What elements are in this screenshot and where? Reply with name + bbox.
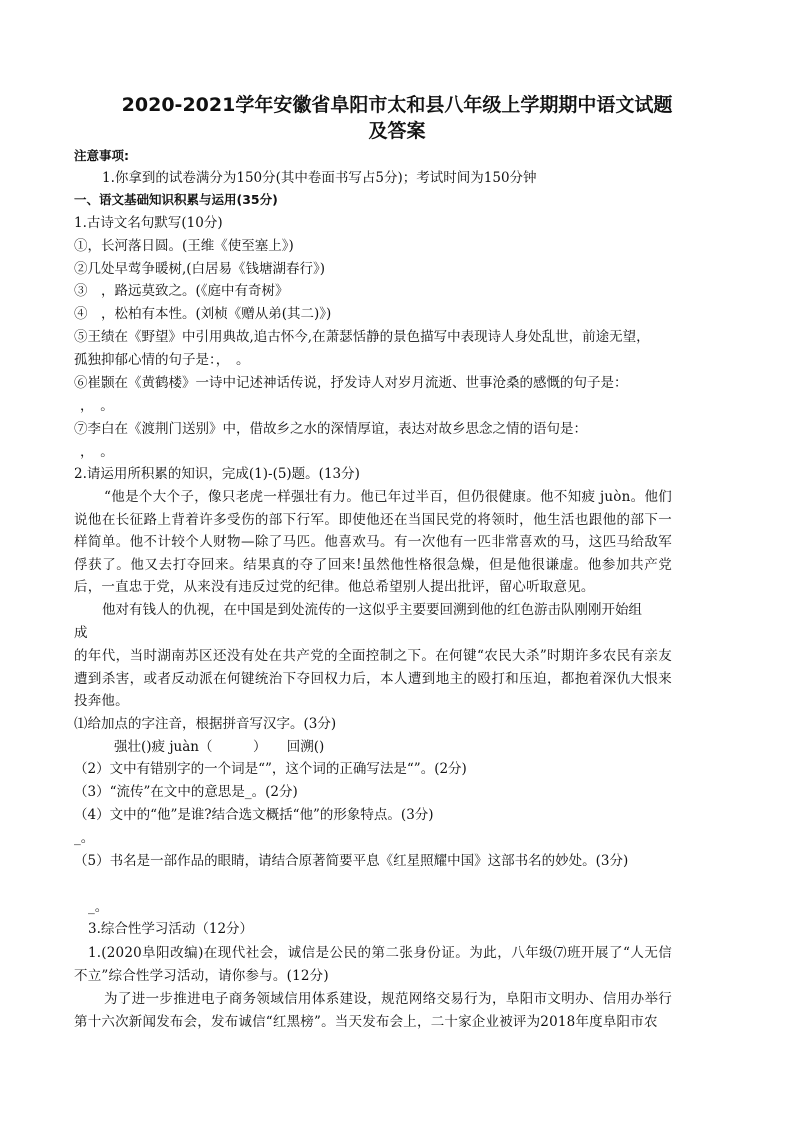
q1-item-5-cont: 孤独抑郁心情的句子是：， 。 [74, 352, 250, 368]
q1-item-4: ④ ，松柏有本性。(刘桢《赠从弟(其二)》) [74, 306, 332, 322]
question-2-title: 2.请运用所积累的知识，完成(1)-(5)题。(13分) [74, 466, 360, 482]
sub-question-5: （5）书名是一部作品的眼睛，请结合原著简要平息《红星照耀中国》这部书名的妙处。(3分) [74, 853, 629, 869]
document-title-line2: 及答案 [368, 120, 426, 142]
sub-question-5-answer: _。 [88, 899, 109, 915]
sub-question-2: （2）文中有错别字的一个词是“”，这个词的正确写法是“”。(2分) [74, 761, 467, 777]
sub-question-1-fill: 强壮()疲 juàn（ ） 回溯() [114, 739, 325, 755]
q1-item-3: ③ ，路远莫致之。(《庭中有奇树》 [74, 283, 289, 299]
sub-question-1: ⑴给加点的字注音，根据拼音写汉字。(3分) [74, 716, 337, 732]
q1-item-6-blank: ， 。 [80, 398, 114, 414]
reading-passage-paragraph-3: 的年代，当时湖南苏区还没有处在共产党的全面控制之下。在何键“农民大杀”时期许多农民有亲友遭到杀害，或者反动派在何键统治下夺回权力后，本人遭到地主的殴打和压迫，都抱着深仇大恨来投奔他。 [74, 648, 672, 709]
section-heading: 一、语文基础知识积累与运用(35分) [74, 192, 278, 207]
notice-item: 1.你拿到的试卷满分为150分(其中卷面书写占5分)；考试时间为150分钟 [102, 170, 537, 186]
q1-item-7: ⑦李白在《渡荆门送别》中，借故乡之水的深情厚谊，表达对故乡思念之情的语句是： [74, 421, 587, 437]
q1-item-7-blank: ， 。 [80, 444, 114, 460]
document-title-line1: 2020-2021学年安徽省阜阳市太和县八年级上学期期中语文试题 [121, 94, 673, 116]
q1-item-5: ⑤王绩在《野望》中引用典故,追古怀今,在萧瑟恬静的景色描写中表现诗人身处乱世，前途无望， [74, 329, 650, 345]
reading-passage-paragraph-2-wrap: 成 [74, 625, 88, 641]
reading-passage-paragraph-2: 他对有钱人的仇视，在中国是到处流传的一这似乎主要要回溯到他的红色游击队刚刚开始组 [102, 602, 642, 618]
sub-question-4: （4）文中的“他”是谁?结合选文概括“他”的形象特点。(3分) [74, 807, 434, 823]
question-3-intro: 1.(2020阜阳改编)在现代社会，诚信是公民的第二张身份证。为此，八年级⑺班开展了“人无信不立”综合性学习活动，请你参与。(12分) [74, 945, 672, 984]
question-1-title: 1.古诗文名句默写(10分) [74, 215, 223, 231]
q1-item-6: ⑥崔颢在《黄鹤楼》一诗中记述神话传说，抒发诗人对岁月流逝、世事沧桑的感慨的句子是： [74, 375, 628, 391]
question-3-material: 为了进一步推进电子商务领域信用体系建设，规范网络交易行为，阜阳市文明办、信用办举行第十六次新闻发布会，发布诚信“红黑榜”。当天发布会上，二十家企业被评为2018年度阜阳市农 [74, 991, 672, 1030]
reading-passage-paragraph-1: “他是个大个子，像只老虎一样强壮有力。他已年过半百，但仍很健康。他不知疲 juòn。他们说他在长征路上背着许多受伤的部下行军。即使他还在当国民党的将领时，他生活也跟他的部下一样简单。他不计较个人财物—除了马匹。他喜欢马。有一次他有一匹非常喜欢的马，这匹马给敌军俘获了。他又去打夺回来。结果真的夺了回来!虽然他性格很急燥，但是他很谦虚。他参加共产党后，一直忠于党，从来没有违反过党的纪律。他总希望别人提出批评，留心听取意见。 [74, 489, 672, 595]
q1-item-2: ②几处早莺争暖树,(白居易《钱塘湖春行》) [74, 261, 326, 277]
sub-question-3: （3）“流传”在文中的意思是_。(2分) [74, 784, 298, 800]
sub-question-4-answer: _。 [74, 830, 95, 846]
notice-heading: 注意事项: [74, 148, 129, 163]
question-3-title: 3.综合性学习活动（12分） [88, 921, 254, 937]
q1-item-1: ①，长河落日圆。(王维《使至塞上》) [74, 238, 294, 254]
